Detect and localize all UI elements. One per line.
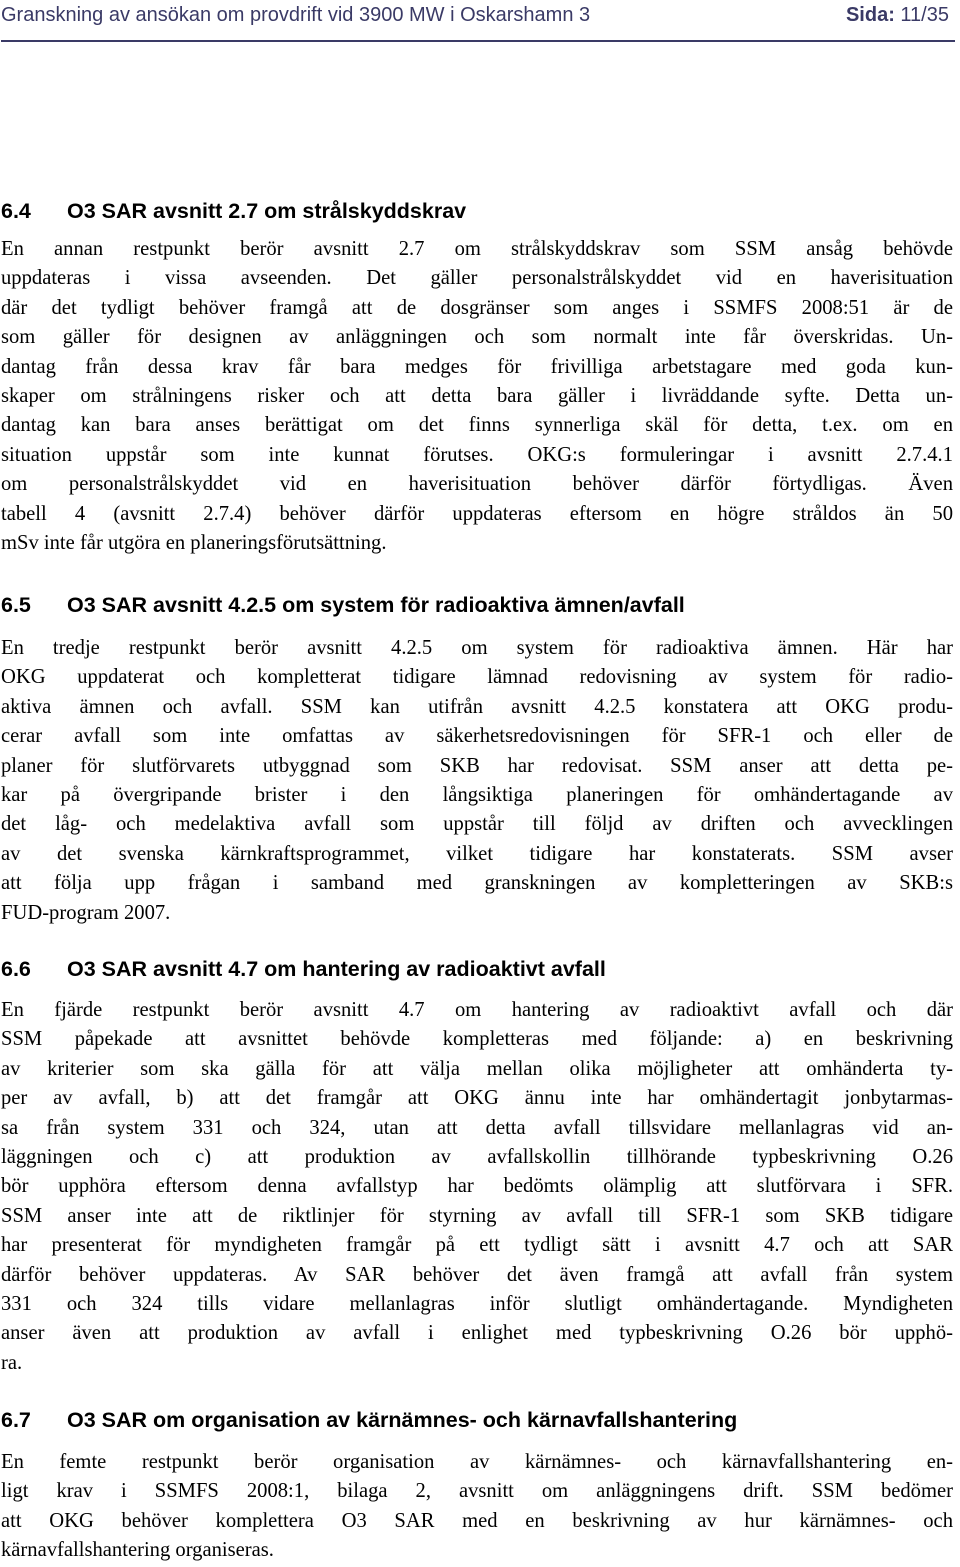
- section-number: 6.7: [1, 1408, 31, 1432]
- body-line: av kriterier som ska gälla för att välja mellan olika möjligheter att omhänderta ty-: [1, 1057, 953, 1080]
- section-number: 6.4: [1, 199, 31, 223]
- body-line: aktiva ämnen och avfall. SSM kan utifrån avsnitt 4.2.5 konstatera att OKG produ-: [1, 695, 953, 718]
- body-line: En femte restpunkt berör organisation av kärnämnes- och kärnavfallshantering en-: [1, 1451, 953, 1473]
- body-line: OKG uppdaterat och kompletterat tidigare lämnad redovisning av system för radio-: [1, 666, 953, 689]
- header-title: Granskning av ansökan om provdrift vid 3900 MW i Oskarshamn 3: [1, 4, 591, 26]
- body-line: per av avfall, b) att det framgår att OKG ännu inte har omhändertagit jonbytarmas-: [1, 1087, 953, 1110]
- section-6-6: [1, 954, 953, 1378]
- body-line: En tredje restpunkt berör avsnitt 4.2.5 om system för radioaktiva ämnen. Här har: [1, 637, 953, 659]
- body-line: cerar avfall som inte omfattas av säkerhetsredovisningen för SFR-1 och eller de: [1, 725, 953, 748]
- section-body: [1, 634, 953, 928]
- body-line: SSM påpekade att avsnittet behövde kompletteras med följande: a) en beskrivning: [1, 1028, 953, 1051]
- body-line: om personalstrålskyddet vid en haverisituation behöver därför förtydligas. Även: [1, 473, 953, 496]
- body-line: bör upphöra eftersom denna avfallstyp har bedömts olämplig att slutförvara i SFR.: [1, 1175, 953, 1198]
- body-line: att följa upp frågan i samband med granskningen av kompletteringen av SKB:s: [1, 872, 953, 895]
- body-line: tabell 4 (avsnitt 2.7.4) behöver därför uppdateras eftersom en högre stråldos än 50: [1, 502, 953, 525]
- body-line: läggningen och c) att produktion av avfallskollin tillhörande typbeskrivning O.26: [1, 1146, 953, 1169]
- section-title: O3 SAR avsnitt 2.7 om strålskyddskrav: [67, 199, 467, 223]
- body-line: ligt krav i SSMFS 2008:1, bilaga 2, avsnitt om anläggningens drift. SSM bedömer: [1, 1480, 953, 1503]
- section-6-7: [1, 1405, 953, 1566]
- body-line: sa från system 331 och 324, utan att detta avfall tillsvidare mellanlagras vid an-: [1, 1116, 953, 1139]
- body-line: uppdateras i vissa avseenden. Det gäller personalstrålskyddet vid en haverisituation: [1, 267, 953, 290]
- section-number: 6.6: [1, 957, 31, 981]
- body-line: mSv inte får utgöra en planeringsförutsättning.: [1, 532, 387, 555]
- body-line: har presenterat för myndigheten framgår på ett tydligt sätt i avsnitt 4.7 och att SAR: [1, 1234, 953, 1257]
- body-line: att OKG behöver komplettera O3 SAR med en beskrivning av hur kärnämnes- och: [1, 1509, 953, 1532]
- body-line: som gäller för designen av anläggningen och som normalt inte får överskridas. Un-: [1, 326, 953, 349]
- section-number: 6.5: [1, 593, 31, 617]
- body-line: ra.: [1, 1351, 23, 1374]
- body-line: kar på övergripande brister i den långsiktiga planeringen för omhändertagande av: [1, 784, 953, 807]
- body-line: situation uppstår som inte kunnat förutses. OKG:s formuleringar i avsnitt 2.7.4.1: [1, 443, 953, 466]
- body-line: planer för slutförvarets utbyggnad som SKB har redovisat. SSM anser att detta pe-: [1, 754, 953, 777]
- section-body: [1, 1448, 953, 1566]
- body-line: En fjärde restpunkt berör avsnitt 4.7 om hantering av radioaktivt avfall och där: [1, 999, 953, 1021]
- section-heading: [1, 590, 953, 620]
- body-line: det låg- och medelaktiva avfall som uppstår till följd av driften och avvecklingen: [1, 813, 953, 836]
- body-line: dantag kan bara anses berättigat om det finns synnerliga skäl för detta, t.ex. om en: [1, 414, 953, 437]
- body-line: En annan restpunkt berör avsnitt 2.7 om strålskyddskrav som SSM ansåg behövde: [1, 238, 953, 260]
- body-line: av det svenska kärnkraftsprogrammet, vilket tidigare har konstaterats. SSM avser: [1, 842, 953, 865]
- body-line: kärnavfallshantering organiseras.: [1, 1539, 274, 1562]
- body-line: SSM anser inte att de riktlinjer för styrning av avfall till SFR-1 som SKB tidigare: [1, 1204, 953, 1227]
- body-line: 331 och 324 tills vidare mellanlagras inför slutligt omhändertagande. Myndigheten: [1, 1293, 953, 1316]
- header-divider: [1, 40, 955, 42]
- page-header: [1, 4, 949, 34]
- body-line: skaper om strålningens risker och att detta bara gäller i livräddande syfte. Detta un-: [1, 385, 953, 408]
- body-line: därför behöver uppdateras. Av SAR behöver det även framgå att avfall från system: [1, 1263, 953, 1286]
- page-label: Sida:: [845, 4, 895, 26]
- body-line: dantag från dessa krav får bara medges för frivilliga arbetstagare med goda kun-: [1, 355, 953, 378]
- body-line: anser även att produktion av avfall i enlighet med typbeskrivning O.26 bör upphö-: [1, 1322, 953, 1345]
- section-title: O3 SAR avsnitt 4.7 om hantering av radioaktivt avfall: [67, 957, 606, 981]
- section-title: O3 SAR avsnitt 4.2.5 om system för radioaktiva ämnen/avfall: [67, 593, 685, 617]
- section-6-5: [1, 590, 953, 928]
- section-heading: [1, 1405, 953, 1435]
- section-body: [1, 235, 953, 558]
- section-body: [1, 996, 953, 1378]
- section-heading: [1, 954, 953, 984]
- page-number: 11/35: [900, 4, 949, 26]
- section-title: O3 SAR om organisation av kärnämnes- och kärnavfallshantering: [67, 1408, 738, 1432]
- section-heading: [1, 196, 953, 226]
- page-indicator: [846, 4, 949, 27]
- body-line: där det tydligt behöver framgå att de dosgränser som anges i SSMFS 2008:51 är de: [1, 296, 953, 319]
- section-6-4: [1, 196, 953, 558]
- body-line: FUD-program 2007.: [1, 901, 171, 924]
